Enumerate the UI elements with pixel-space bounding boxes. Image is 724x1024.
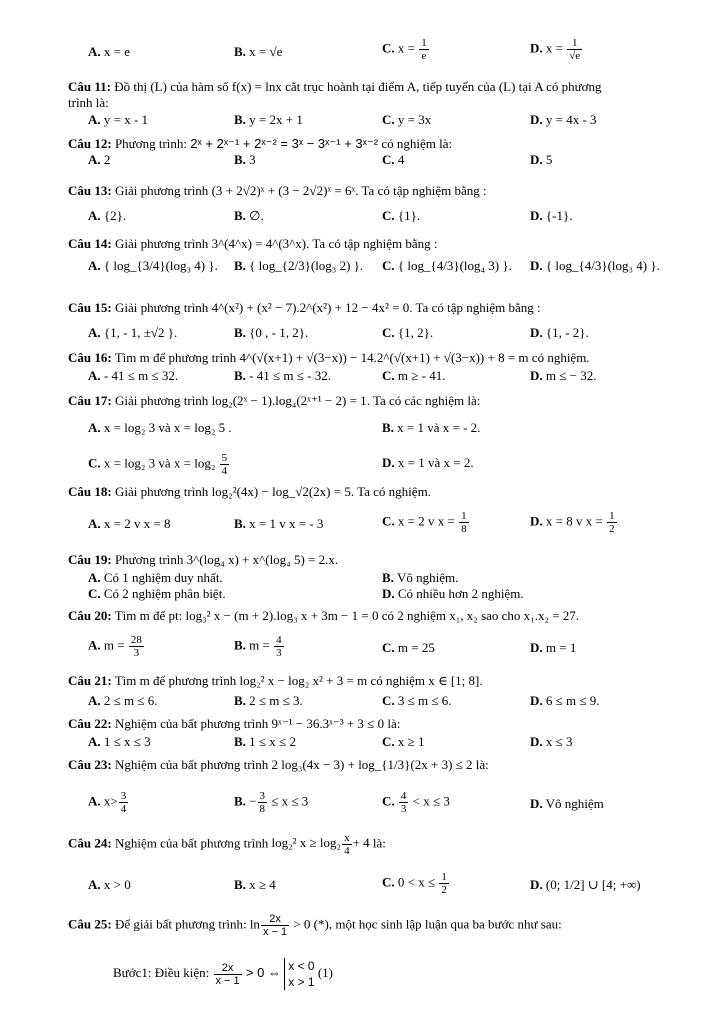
q16-option-c: C. m ≥ - 41. — [382, 368, 446, 383]
q20-option-b: B. m = $\frac{4}{3}$ — [234, 634, 282, 659]
q14-stem: Câu 14: Giải phương trình 3^(4^x) = 4^(3^x). Ta có tập nghiệm bằng : — [68, 236, 438, 251]
q25-step1: Bước1: Điều kiện: $\frac{2x}{x - 1}$ > 0 ⇔ x < 0 x > 1 (1) — [113, 959, 333, 989]
q15-stem: Câu 15: Giải phương trình 4^(x²) + (x² − 7).2^(x²) + 12 − 4x² = 0. Ta có tập nghiệm bằng : — [68, 300, 541, 315]
q23-option-c: C. $\frac{4}{3}$ < x ≤ 3 — [382, 790, 450, 815]
q12-option-a: A. 2 — [88, 152, 111, 167]
q14-option-b: B. { log_{2/3}(log₃ 2) }. — [234, 258, 364, 273]
q11-option-d: D. y = 4x - 3 — [530, 112, 597, 127]
q20-equation: log₃² x − (m + 2).log₃ x + 3m − 1 = 0 — [185, 608, 379, 623]
q18-option-a: A. x = 2 v x = 8 — [88, 516, 171, 531]
q15-option-d: D. {1, - 2}. — [530, 325, 589, 340]
q25-stem: Câu 25: Để giải bất phương trình: ln $\frac{2x}{x - 1}$ > 0 (*), một học sinh lập luận qua ba bước như sau: — [68, 913, 562, 938]
q20-option-c: C. m = 25 — [382, 640, 435, 655]
q23-stem: Câu 23: Nghiệm của bất phương trình 2 log₃(4x − 3) + log_{1/3}(2x + 3) ≤ 2 là: — [68, 757, 489, 772]
q24-option-d: D. (0; 1/2] ∪ [4; +∞) — [530, 877, 641, 892]
q21-option-b: B. 2 ≤ m ≤ 3. — [234, 693, 303, 708]
q14-option-d: D. { log_{4/3}(log₃ 4) }. — [530, 258, 660, 273]
q23-equation: 2 log₃(4x − 3) + log_{1/3}(2x + 3) ≤ 2 — [271, 757, 473, 772]
q23-option-d: D. Vô nghiệm — [530, 796, 604, 811]
q17-option-d: D. x = 1 và x = 2. — [382, 455, 474, 470]
q14-option-c: C. { log_{4/3}(log₄ 3) }. — [382, 258, 512, 273]
q11-option-a: A. y = x - 1 — [88, 112, 149, 127]
q12-option-c: C. 4 — [382, 152, 405, 167]
q19-equation: 3^(log₄ x) + x^(log₄ 5) = 2.x — [186, 552, 335, 567]
q17-option-b: B. x = 1 và x = - 2. — [382, 420, 481, 435]
q18-stem: Câu 18: Giải phương trình log₂²(4x) − log_√2(2x) = 5. Ta có nghiệm. — [68, 484, 431, 499]
q19-option-c: C. Có 2 nghiệm phân biệt. — [88, 586, 226, 601]
q21-stem: Câu 21: Tìm m để phương trình log₂² x − log₂ x² + 3 = m có nghiệm x ∈ [1; 8]. — [68, 673, 483, 688]
q11-stem: Câu 11: Đồ thị (L) của hàm số f(x) = lnx cắt trục hoành tại điểm A, tiếp tuyến của (L) tại A có phương — [68, 79, 602, 94]
q12-stem: Câu 12: Phương trình: 2ˣ + 2ˣ⁻¹ + 2ˣ⁻² = 3ˣ − 3ˣ⁻¹ + 3ˣ⁻² có nghiệm là: — [68, 136, 453, 151]
q21-equation: log₂² x − log₂ x² + 3 = m — [239, 673, 368, 688]
q12-equation: 2ˣ + 2ˣ⁻¹ + 2ˣ⁻² = 3ˣ − 3ˣ⁻¹ + 3ˣ⁻² — [190, 136, 379, 151]
q23-option-b: B. − $\frac{3}{8}$ ≤ x ≤ 3 — [234, 790, 309, 815]
q11-stem-cont: trình là: — [68, 95, 109, 110]
q14-equation: 3^(4^x) = 4^(3^x) — [211, 236, 307, 251]
q18-equation: log₂²(4x) − log_√2(2x) = 5 — [211, 484, 351, 499]
q13-stem: Câu 13: Giải phương trình (3 + 2√2)ˣ + (3 − 2√2)ˣ = 6ˣ. Ta có tập nghiệm bằng : — [68, 183, 487, 198]
q22-option-a: A. 1 ≤ x ≤ 3 — [88, 734, 151, 749]
q12-option-d: D. 5 — [530, 152, 553, 167]
q24-stem: Câu 24: Nghiệm của bất phương trình log₂² x ≥ log₂ $\frac{x}{4}$ + 4 là: — [68, 832, 386, 857]
q10-option-c: C. x = $\frac{1}{e}$ — [382, 37, 427, 62]
q16-option-b: B. - 41 ≤ m ≤ - 32. — [234, 368, 331, 383]
q16-stem: Câu 16: Tìm m để phương trình 4^(√(x+1) + √(3−x)) − 14.2^(√(x+1) + √(3−x)) + 8 = m có nghiệm. — [68, 350, 590, 365]
q19-option-a: A. Có 1 nghiệm duy nhất. — [88, 570, 223, 585]
q17-option-c: C. x = log₂ 3 và x = log₂ $\frac{5}{4}$ — [88, 452, 228, 477]
q21-option-c: C. 3 ≤ m ≤ 6. — [382, 693, 452, 708]
q11-option-c: C. y = 3x — [382, 112, 432, 127]
q15-option-a: A. {1, - 1, ±√2 }. — [88, 325, 178, 340]
q24-option-b: B. x ≥ 4 — [234, 877, 276, 892]
q13-option-d: D. {-1}. — [530, 208, 573, 223]
q13-equation: (3 + 2√2)ˣ + (3 − 2√2)ˣ = 6ˣ — [211, 183, 356, 198]
q13-option-c: C. {1}. — [382, 208, 421, 223]
q23-option-a: A. x> $\frac{3}{4}$ — [88, 790, 127, 815]
q20-stem: Câu 20: Tìm m để pt: log₃² x − (m + 2).log₃ x + 3m − 1 = 0 có 2 nghiệm x₁, x₂ sao cho x₁.x₂ = 27. — [68, 608, 580, 623]
q25-case-brace: x < 0 x > 1 — [284, 958, 314, 990]
q24-option-c: C. 0 < x ≤ $\frac{1}{2}$ — [382, 871, 447, 896]
q15-option-b: B. {0 , - 1, 2}. — [234, 325, 309, 340]
q19-option-d: D. Có nhiều hơn 2 nghiệm. — [382, 586, 524, 601]
q24-option-a: A. x > 0 — [88, 877, 131, 892]
q21-option-d: D. 6 ≤ m ≤ 9. — [530, 693, 600, 708]
q22-option-c: C. x ≥ 1 — [382, 734, 425, 749]
q18-option-b: B. x = 1 v x = - 3 — [234, 516, 324, 531]
q22-option-d: D. x ≤ 3 — [530, 734, 573, 749]
q16-option-a: A. - 41 ≤ m ≤ 32. — [88, 368, 179, 383]
q24-equation: log₂² x ≥ log₂ $\frac{x}{4}$ + 4 — [271, 832, 370, 857]
q10-option-d: D. x = $\frac{1}{√e}$ — [530, 37, 581, 62]
q12-option-b: B. 3 — [234, 152, 256, 167]
q18-option-d: D. x = 8 v x = $\frac{1}{2}$ — [530, 510, 615, 535]
q19-stem: Câu 19: Phương trình 3^(log₄ x) + x^(log₄ 5) = 2.x. — [68, 552, 339, 567]
q20-option-d: D. m = 1 — [530, 640, 577, 655]
q17-equation: log₂(2ˣ − 1).log₄(2ˣ⁺¹ − 2) = 1 — [211, 393, 367, 408]
q21-option-a: A. 2 ≤ m ≤ 6. — [88, 693, 158, 708]
q16-option-d: D. m ≤ − 32. — [530, 368, 597, 383]
q13-option-b: B. ∅. — [234, 208, 264, 223]
q15-option-c: C. {1, 2}. — [382, 325, 434, 340]
q17-option-a: A. x = log₂ 3 và x = log₂ 5 . — [88, 420, 232, 435]
q20-option-a: A. m = $\frac{28}{3}$ — [88, 634, 142, 659]
q18-option-c: C. x = 2 v x = $\frac{1}{8}$ — [382, 510, 467, 535]
q15-equation: 4^(x²) + (x² − 7).2^(x²) + 12 − 4x² = 0 — [211, 300, 410, 315]
q11-option-b: B. y = 2x + 1 — [234, 112, 303, 127]
q19-option-b: B. Vô nghiệm. — [382, 570, 459, 585]
q14-option-a: A. { log_{3/4}(log₃ 4) }. — [88, 258, 218, 273]
q22-option-b: B. 1 ≤ x ≤ 2 — [234, 734, 296, 749]
q22-stem: Câu 22: Nghiệm của bất phương trình 9ˣ⁻¹ − 36.3ˣ⁻³ + 3 ≤ 0 là: — [68, 716, 401, 731]
q13-option-a: A. {2}. — [88, 208, 127, 223]
q17-stem: Câu 17: Giải phương trình log₂(2ˣ − 1).log₄(2ˣ⁺¹ − 2) = 1. Ta có các nghiệm là: — [68, 393, 481, 408]
q22-equation: 9ˣ⁻¹ − 36.3ˣ⁻³ + 3 ≤ 0 — [271, 716, 385, 731]
q16-equation: 4^(√(x+1) + √(3−x)) − 14.2^(√(x+1) + √(3−x)) + 8 = m — [239, 350, 529, 365]
q10-option-b: B. x = √e — [234, 44, 283, 59]
q10-option-a: A. x = e — [88, 44, 130, 59]
